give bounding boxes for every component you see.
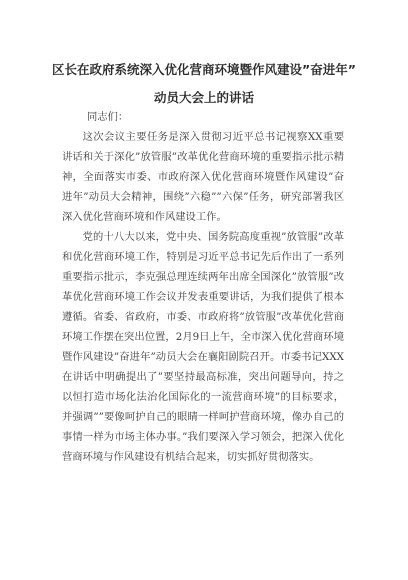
- paragraph-1: 这次会议主要任务是深入贯彻习近平总书记视察XX重要讲话和关于深化”放管服”改革优化营商环境的重要指示批示精神，全面落实市委、市政府深入优化营商环境暨作风建设”奋进年”动员大会精神，围绕”六稳””六保”任务，研究部署我区深入优化营商环境和作风建设工作。: [62, 131, 344, 223]
- document-title-line1: 区长在政府系统深入优化营商环境暨作风建设”奋进年”: [52, 62, 356, 77]
- document-body: [62, 107, 344, 467]
- salutation: 同志们：: [87, 111, 129, 123]
- document-title-line2: 动员大会上的讲话: [153, 90, 254, 105]
- paragraph-2: 党的十八大以来，党中央、国务院高度重视”放管服”改革和优化营商环境工作，特别是习近平总书记先后作出了一系列重要指示批示，李克强总理连续两年出席全国深化”放管服”改革优化营商环境工作会议并发表重要讲话，为我们提供了根本遵循。省委、省政府，市委、市政府将”放管服”改革优化营商环境工作摆在突出位置，2月9日上午，全市深入优化营商环境暨作风建设”奋进年”动员大会在襄阳剧院召开。市委书记XXX在讲话中明确提出了”要坚持最高标准，突出问题导向，持之以恒打造市场化法治化国际化的一流营商环境”的目标要求，并强调””要像呵护自己的眼睛一样呵护营商环境，像办自己的事情一样为市场主体办事。”我们要深入学习领会，把深入优化营商环境与作风建设有机结合起来，切实抓好贯彻落实。: [62, 231, 344, 463]
